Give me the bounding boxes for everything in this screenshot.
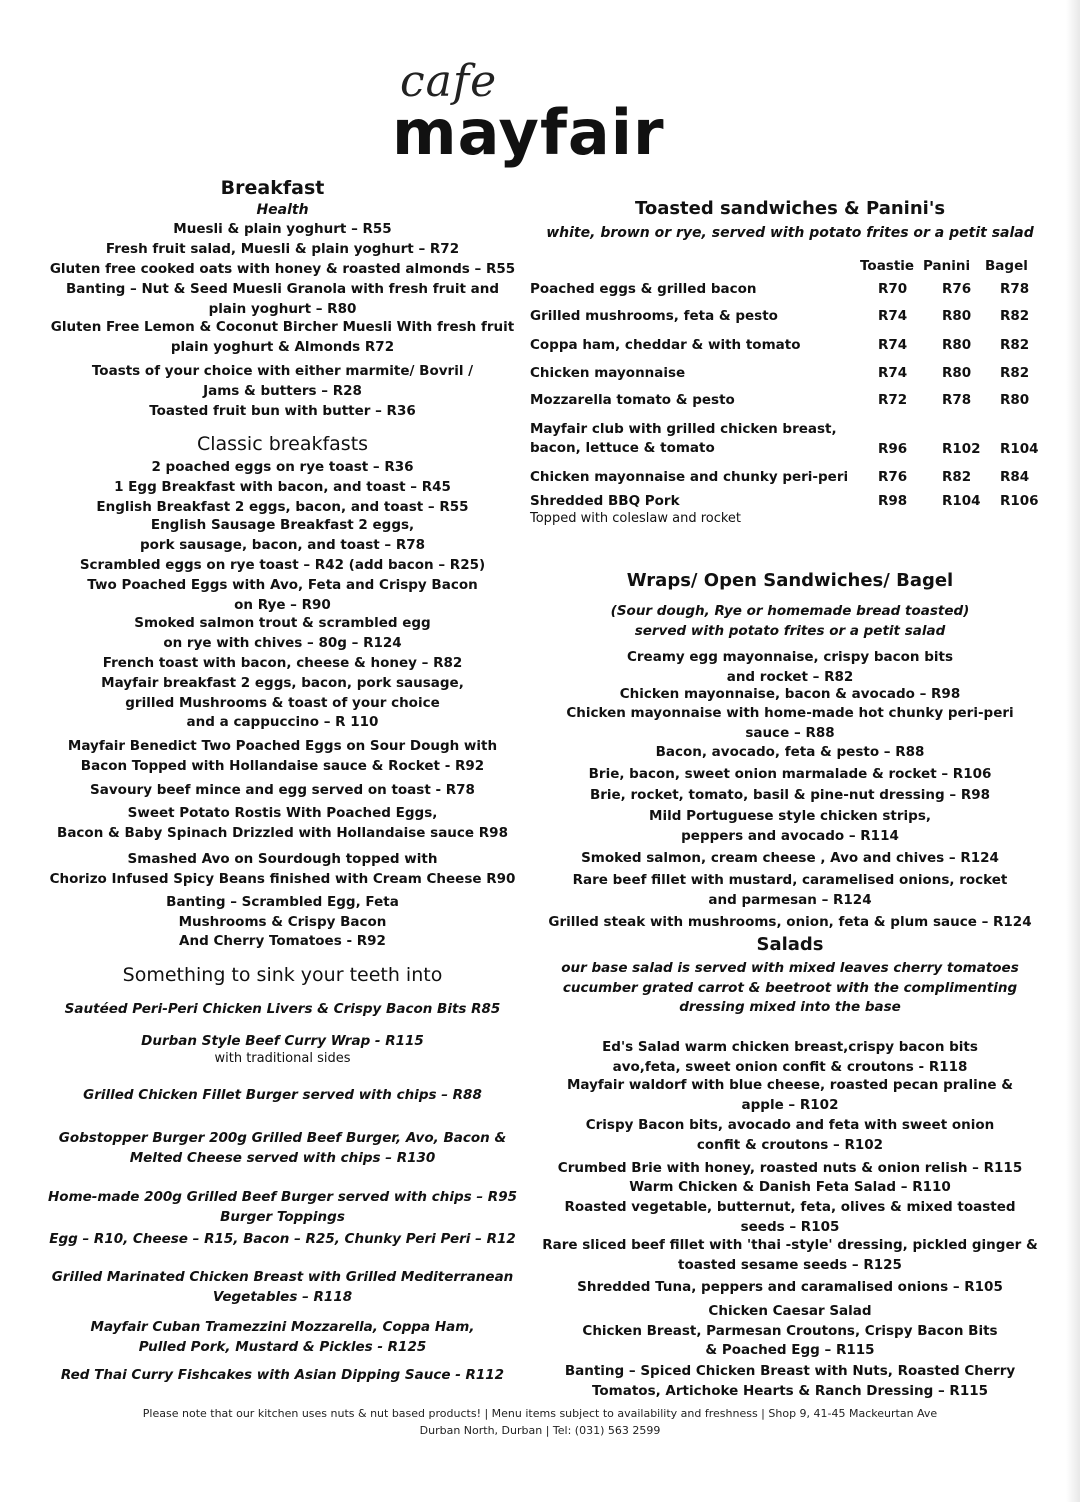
menu-item: Roasted vegetable, butternut, feta, olives & mixed toasted seeds – R105 bbox=[564, 1199, 1016, 1235]
menu-item: Mild Portuguese style chicken strips, peppers and avocado – R114 bbox=[649, 808, 931, 844]
column-header: Panini bbox=[923, 258, 971, 274]
menu-item: Mayfair Cuban Tramezzini Mozzarella, Coppa Ham, Pulled Pork, Mustard & Pickles - R125 bbox=[90, 1319, 475, 1355]
menu-item: Bacon, avocado, feta & pesto – R88 bbox=[655, 744, 925, 760]
row-name: Chicken mayonnaise and chunky peri-peri bbox=[530, 469, 849, 485]
price-panini: R80 bbox=[942, 365, 972, 381]
menu-item: Sweet Potato Rostis With Poached Eggs, Bacon & Baby Spinach Drizzled with Hollandaise sauce R98 bbox=[57, 805, 508, 841]
menu-item: Chicken Caesar Salad Chicken Breast, Parmesan Croutons, Crispy Bacon Bits & Poached Egg – R115 bbox=[582, 1303, 998, 1358]
price-bagel: R104 bbox=[1000, 441, 1039, 457]
price-toastie: R74 bbox=[878, 308, 908, 324]
price-bagel: R106 bbox=[1000, 493, 1039, 509]
row-name: Poached eggs & grilled bacon bbox=[530, 281, 757, 297]
sink-your-teeth-heading: Something to sink your teeth into bbox=[122, 964, 443, 986]
menu-item: Egg – R10, Cheese – R15, Bacon – R25, Chunky Peri Peri – R12 bbox=[49, 1231, 516, 1247]
logo-mayfair-wordmark: mayfair bbox=[392, 96, 665, 169]
price-bagel: R82 bbox=[1000, 365, 1030, 381]
menu-item: Grilled Chicken Fillet Burger served with chips – R88 bbox=[83, 1087, 482, 1103]
menu-item: Home-made 200g Grilled Beef Burger served with chips – R95 bbox=[48, 1189, 517, 1205]
bbq-pork-note: Topped with coleslaw and rocket bbox=[530, 511, 742, 526]
menu-item: Savoury beef mince and egg served on toast - R78 bbox=[90, 782, 475, 798]
menu-item: Toasts of your choice with either marmite/ Bovril / Jams & butters – R28 bbox=[91, 363, 474, 399]
price-panini: R102 bbox=[942, 441, 981, 457]
classic-breakfasts-heading: Classic breakfasts bbox=[196, 433, 369, 455]
breakfast-heading: Breakfast bbox=[220, 177, 325, 199]
column-header: Toastie bbox=[860, 258, 915, 274]
menu-item: Muesli & plain yoghurt – R55 bbox=[173, 221, 392, 237]
menu-item: Durban Style Beef Curry Wrap - R115 bbox=[141, 1033, 424, 1049]
price-panini: R82 bbox=[942, 469, 972, 485]
menu-item: Two Poached Eggs with Avo, Feta and Crispy Bacon on Rye – R90 bbox=[87, 577, 478, 613]
price-bagel: R78 bbox=[1000, 281, 1030, 297]
row-name: Mozzarella tomato & pesto bbox=[530, 392, 735, 408]
menu-item-note: with traditional sides bbox=[214, 1051, 351, 1066]
row-name: Chicken mayonnaise bbox=[530, 365, 686, 381]
menu-item: Gluten free cooked oats with honey & roasted almonds – R55 bbox=[49, 261, 516, 277]
menu-item: Smoked salmon trout & scrambled egg on rye with chives – 80g – R124 bbox=[134, 615, 431, 651]
footer-notice: Please note that our kitchen uses nuts & nut based products! | Menu items subject to availability and freshness | Shop 9, 41-45 Mackeurtan Ave bbox=[142, 1407, 938, 1420]
menu-item: Toasted fruit bun with butter – R36 bbox=[149, 403, 416, 419]
menu-item: Banting – Nut & Seed Muesli Granola with fresh fruit and plain yoghurt – R80 bbox=[65, 281, 499, 317]
menu-item: English Sausage Breakfast 2 eggs, pork sausage, bacon, and toast – R78 bbox=[139, 517, 426, 553]
price-bagel: R84 bbox=[1000, 469, 1030, 485]
menu-item: Ed's Salad warm chicken breast,crispy bacon bits avo,feta, sweet onion confit & croutons - R118 bbox=[602, 1039, 978, 1075]
menu-item: Mayfair breakfast 2 eggs, bacon, pork sausage, grilled Mushrooms & toast of your choice and a cappuccino – R 110 bbox=[101, 675, 464, 730]
menu-footer bbox=[30, 1405, 1050, 1439]
health-subheading: Health bbox=[256, 202, 309, 218]
price-panini: R80 bbox=[942, 337, 972, 353]
wraps-subtitle: (Sour dough, Rye or homemade bread toasted) served with potato frites or a petit salad bbox=[610, 603, 970, 639]
salads-intro: our base salad is served with mixed leaves cherry tomatoes cucumber grated carrot & beetroot with the complimenting dressing mixed into the base bbox=[561, 960, 1019, 1015]
menu-item: Rare sliced beef fillet with 'thai -style' dressing, pickled ginger & toasted sesame seeds – R125 bbox=[542, 1237, 1038, 1273]
price-bagel: R82 bbox=[1000, 337, 1030, 353]
menu-item: 2 poached eggs on rye toast – R36 bbox=[151, 459, 414, 475]
price-toastie: R74 bbox=[878, 365, 908, 381]
menu-item: Shredded Tuna, peppers and caramalised onions – R105 bbox=[577, 1279, 1003, 1295]
cafe-mayfair-logo bbox=[392, 56, 692, 176]
menu-item: 1 Egg Breakfast with bacon, and toast – R45 bbox=[114, 479, 451, 495]
price-toastie: R96 bbox=[878, 441, 908, 457]
table-header bbox=[530, 258, 1050, 282]
menu-item: Crumbed Brie with honey, roasted nuts & onion relish – R115 bbox=[557, 1160, 1023, 1176]
price-panini: R80 bbox=[942, 308, 972, 324]
price-toastie: R76 bbox=[878, 469, 908, 485]
row-name: Grilled mushrooms, feta & pesto bbox=[530, 308, 778, 324]
menu-item: Chicken mayonnaise, bacon & avocado – R98 bbox=[619, 686, 961, 702]
menu-item: Rare beef fillet with mustard, caramelised onions, rocket and parmesan – R124 bbox=[572, 872, 1008, 908]
price-panini: R104 bbox=[942, 493, 981, 509]
row-name: Mayfair club with grilled chicken breast, bacon, lettuce & tomato bbox=[530, 421, 837, 456]
menu-item: Mayfair waldorf with blue cheese, roasted pecan praline & apple – R102 bbox=[566, 1077, 1014, 1113]
price-panini: R76 bbox=[942, 281, 972, 297]
price-bagel: R80 bbox=[1000, 392, 1030, 408]
menu-item: Creamy egg mayonnaise, crispy bacon bits and rocket – R82 bbox=[626, 649, 954, 685]
menu-item: Grilled Marinated Chicken Breast with Grilled Mediterranean Vegetables – R118 bbox=[51, 1269, 514, 1305]
menu-item: Fresh fruit salad, Muesli & plain yoghurt – R72 bbox=[105, 241, 460, 257]
menu-item: Warm Chicken & Danish Feta Salad – R110 bbox=[629, 1179, 951, 1195]
footer-address: Durban North, Durban | Tel: (031) 563 2599 bbox=[419, 1424, 661, 1437]
menu-item: Sautéed Peri-Peri Chicken Livers & Crispy Bacon Bits R85 bbox=[64, 1001, 501, 1017]
row-name: Coppa ham, cheddar & with tomato bbox=[530, 337, 801, 353]
menu-item: Mayfair Benedict Two Poached Eggs on Sour Dough with Bacon Topped with Hollandaise sauce & Rocket - R92 bbox=[67, 738, 498, 774]
toasted-price-table bbox=[530, 258, 1050, 526]
price-toastie: R98 bbox=[878, 493, 908, 509]
menu-item: Gluten Free Lemon & Coconut Bircher Muesli With fresh fruit plain yoghurt & Almonds R72 bbox=[50, 319, 515, 355]
logo-cafe-script: cafe bbox=[400, 56, 498, 107]
price-bagel: R82 bbox=[1000, 308, 1030, 324]
wraps-heading: Wraps/ Open Sandwiches/ Bagel bbox=[626, 570, 954, 591]
menu-item: Grilled steak with mushrooms, onion, feta & plum sauce – R124 bbox=[548, 914, 1032, 930]
burger-toppings-label: Burger Toppings bbox=[220, 1209, 345, 1225]
menu-item: Gobstopper Burger 200g Grilled Beef Burger, Avo, Bacon & Melted Cheese served with chips – R130 bbox=[58, 1130, 507, 1166]
price-toastie: R74 bbox=[878, 337, 908, 353]
row-name: Shredded BBQ Pork bbox=[530, 493, 680, 509]
menu-item: Brie, rocket, tomato, basil & pine-nut dressing – R98 bbox=[589, 787, 991, 803]
toasted-sandwiches-heading: Toasted sandwiches & Panini's bbox=[634, 198, 946, 219]
price-toastie: R72 bbox=[878, 392, 908, 408]
column-header: Bagel bbox=[985, 258, 1028, 274]
menu-item: Smoked salmon, cream cheese , Avo and chives – R124 bbox=[581, 850, 999, 866]
price-toastie: R70 bbox=[878, 281, 908, 297]
menu-item: Red Thai Curry Fishcakes with Asian Dipping Sauce - R112 bbox=[60, 1367, 505, 1383]
menu-item: French toast with bacon, cheese & honey – R82 bbox=[102, 655, 463, 671]
menu-item: Banting – Spiced Chicken Breast with Nuts, Roasted Cherry Tomatos, Artichoke Hearts & Ranch Dressing – R115 bbox=[564, 1363, 1016, 1399]
menu-item: Banting – Scrambled Egg, Feta Mushrooms & Crispy Bacon And Cherry Tomatoes - R92 bbox=[166, 894, 399, 949]
menu-item: English Breakfast 2 eggs, bacon, and toast – R55 bbox=[96, 499, 469, 515]
price-panini: R78 bbox=[942, 392, 972, 408]
toasted-subtitle: white, brown or rye, served with potato frites or a petit salad bbox=[546, 225, 1034, 241]
menu-item: Chicken mayonnaise with home-made hot chunky peri-peri sauce – R88 bbox=[566, 705, 1014, 741]
salads-heading: Salads bbox=[756, 934, 824, 955]
menu-item: Crispy Bacon bits, avocado and feta with sweet onion confit & croutons – R102 bbox=[585, 1117, 995, 1153]
menu-item: Brie, bacon, sweet onion marmalade & rocket – R106 bbox=[588, 766, 992, 782]
menu-item: Smashed Avo on Sourdough topped with Chorizo Infused Spicy Beans finished with Cream Cheese R90 bbox=[49, 851, 516, 887]
page-edge bbox=[1066, 0, 1080, 1502]
menu-item: Scrambled eggs on rye toast – R42 (add bacon – R25) bbox=[79, 557, 486, 573]
